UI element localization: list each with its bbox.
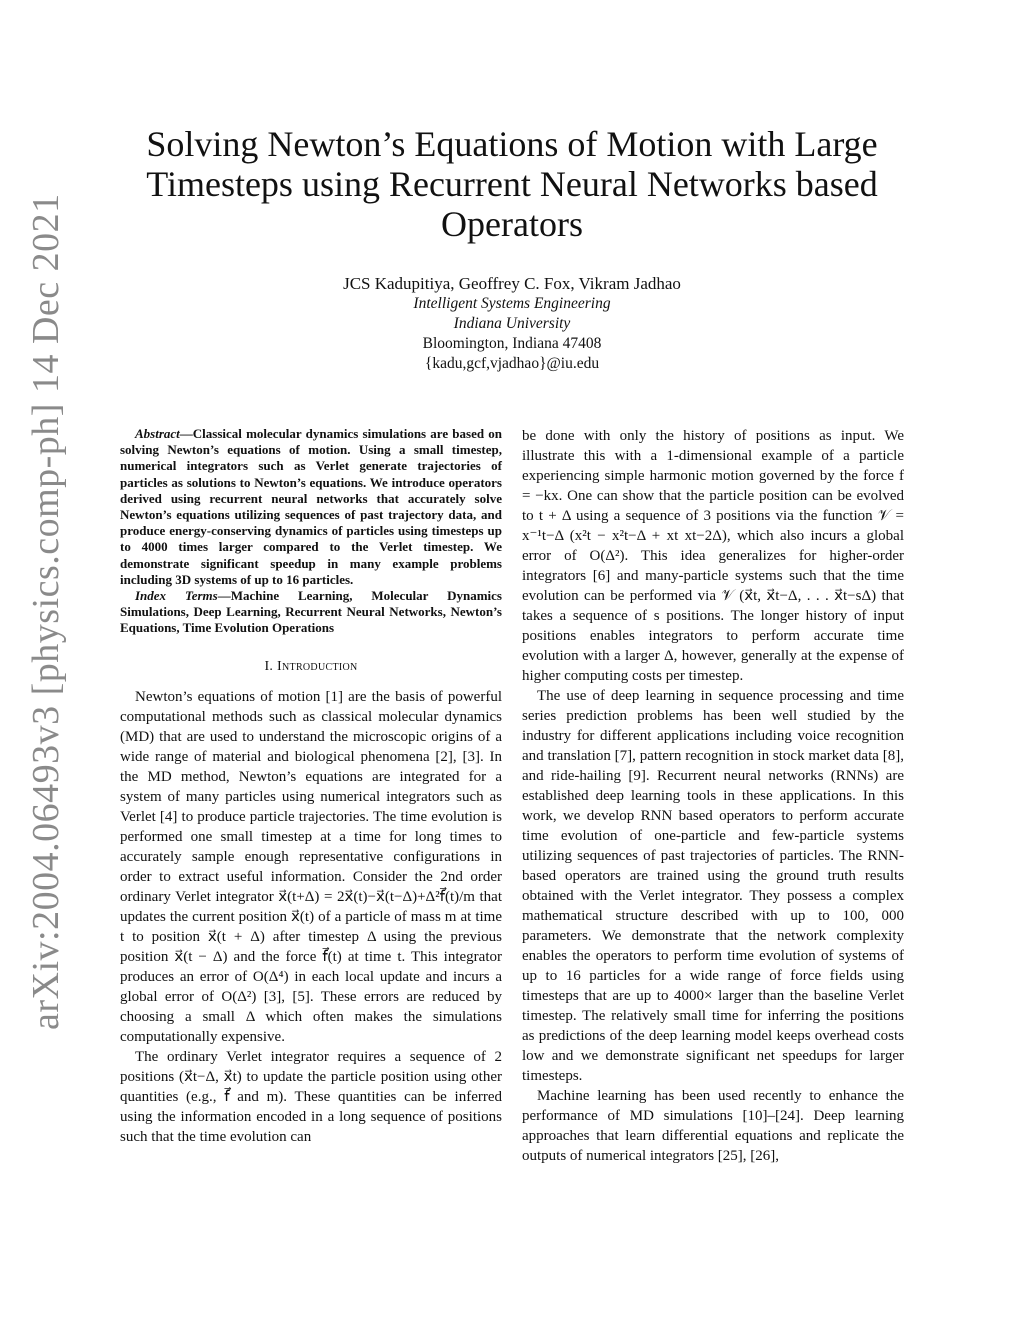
affiliation bbox=[130, 294, 894, 374]
section-title: Introduction bbox=[277, 658, 358, 674]
abstract-text: —Classical molecular dynamics simulations are based on solving Newton’s equations of motion. Using a small timestep, numerical integrators such as Verlet generate trajectories of particles as solutions to Newton’s equations. We introduce operators derived using recurrent neural networks that accurately solve Newton’s equations utilizing sequences of past trajectory data, and produce energy-conserving dynamics of particles using timesteps up to 4000 times larger compared to the Verlet timestep. We demonstrate significant speedup in many example problems including 3D systems of up to 16 particles. bbox=[120, 426, 502, 587]
index-terms-text: —Machine Learning, Molecular Dynamics Simulations, Deep Learning, Recurrent Neural Networks, Newton’s Equations, Time Evolution Operations bbox=[120, 588, 502, 636]
intro-paragraph-5: Machine learning has been used recently to enhance the performance of MD simulations [10]–[24]. Deep learning approaches that learn differential equations and replicate the outputs of numerical integrators [25], [26], bbox=[522, 1088, 904, 1164]
title-block bbox=[130, 124, 894, 374]
intro-paragraph-2: The ordinary Verlet integrator requires a sequence of 2 positions (x⃗t−Δ, x⃗t) to update the particle position using other quantities (e.g., f⃗ and m). These quantities can be inferred using the information encoded in a long sequence of positions such that the time evolution can bbox=[120, 1048, 502, 1145]
section-heading-introduction bbox=[120, 657, 502, 677]
abstract bbox=[120, 426, 502, 588]
abstract-label: Abstract bbox=[135, 426, 180, 441]
authors: JCS Kadupitiya, Geoffrey C. Fox, Vikram Jadhao bbox=[343, 274, 681, 293]
arxiv-identifier: arXiv:2004.06493v3 [physics.comp-ph] 14 Dec 2021 bbox=[25, 193, 67, 1030]
index-terms-label: Index Terms bbox=[135, 588, 218, 604]
right-column bbox=[522, 426, 904, 1166]
intro-paragraph-3: be done with only the history of positions as input. We illustrate this with a 1-dimensional example of a particle experiencing simple harmonic motion governed by the force f = −kx. One can show that the particle position can be evolved to t + Δ using a sequence of 3 positions via the function 𝒱 = x⁻¹t−Δ (x²t − x²t−Δ + xt xt−2Δ), which also incurs a global error of O(Δ²). This idea generalizes for higher-order integrators [6] and many-particle systems such that the time evolution can be performed via 𝒱 (x⃗t, x⃗t−Δ, . . . x⃗t−sΔ) that takes a sequence of s positions. The longer history of input positions enables integrators to perform accurate time evolution with a larger Δ, however, generally at the expense of higher computing costs per timestep. bbox=[522, 428, 904, 684]
affiliation-university: Indiana University bbox=[453, 315, 571, 332]
left-column bbox=[120, 426, 502, 1147]
intro-paragraph-4: The use of deep learning in sequence processing and time series prediction problems has been well studied by the industry for different applications including voice recognition and translation [7], pattern recognition in stock market data [8], and ride-hailing [9]. Recurrent neural networks (RNNs) are established deep learning tools in these applications. In this work, we develop RNN based operators to perform accurate time evolution of one-particle and few-particle systems utilizing sequences of past trajectories of particles. The RNN-based operators are trained using the ground truth results obtained with the Verlet integrator. They possess a complex mathematical structure described with up to 100, 000 parameters. We demonstrate that the network complexity enables the operators to perform time evolution of systems of up to 16 particles for a wide range of force fields using timesteps that are up to 4000× larger than the baseline Verlet timestep. The relatively small time for inferring the positions as predictions of the deep learning model keeps overhead costs low and we demonstrate significant net speedups for larger timesteps. bbox=[522, 688, 904, 1084]
affiliation-dept: Intelligent Systems Engineering bbox=[413, 295, 611, 312]
index-terms bbox=[120, 588, 502, 637]
intro-paragraph-1: Newton’s equations of motion [1] are the basis of powerful computational methods such as classical molecular dynamics (MD) that are used to understand the microscopic origins of a wide range of material and biological phenomena [2], [3]. In the MD method, Newton’s equations are integrated for a system of many particles using numerical integrators such as Verlet [4] to produce particle trajectories. The time evolution is performed one small timestep at a time for long times to accurately sample enough representative configurations in order to extract useful information. Consider the 2nd order ordinary Verlet integrator x⃗(t+Δ) = 2x⃗(t)−x⃗(t−Δ)+Δ²f⃗(t)/m that updates the current position x⃗(t) of a particle of mass m at time t to position x⃗(t + Δ) after timestep Δ using the previous position x⃗(t − Δ) and the force f⃗(t) at time t. This integrator produces an error of O(Δ⁴) in each local update and incurs a global error of O(Δ²) [3], [5]. These errors are reduced by choosing a small Δ which often makes the simulations computationally expensive. bbox=[120, 688, 502, 1045]
paper-title: Solving Newton’s Equations of Motion with Large Timesteps using Recurrent Neural Networks based Operators bbox=[146, 124, 878, 244]
affiliation-email: {kadu,gcf,vjadhao}@iu.edu bbox=[424, 355, 600, 372]
affiliation-address: Bloomington, Indiana 47408 bbox=[422, 335, 602, 352]
section-number: I. bbox=[264, 658, 274, 674]
